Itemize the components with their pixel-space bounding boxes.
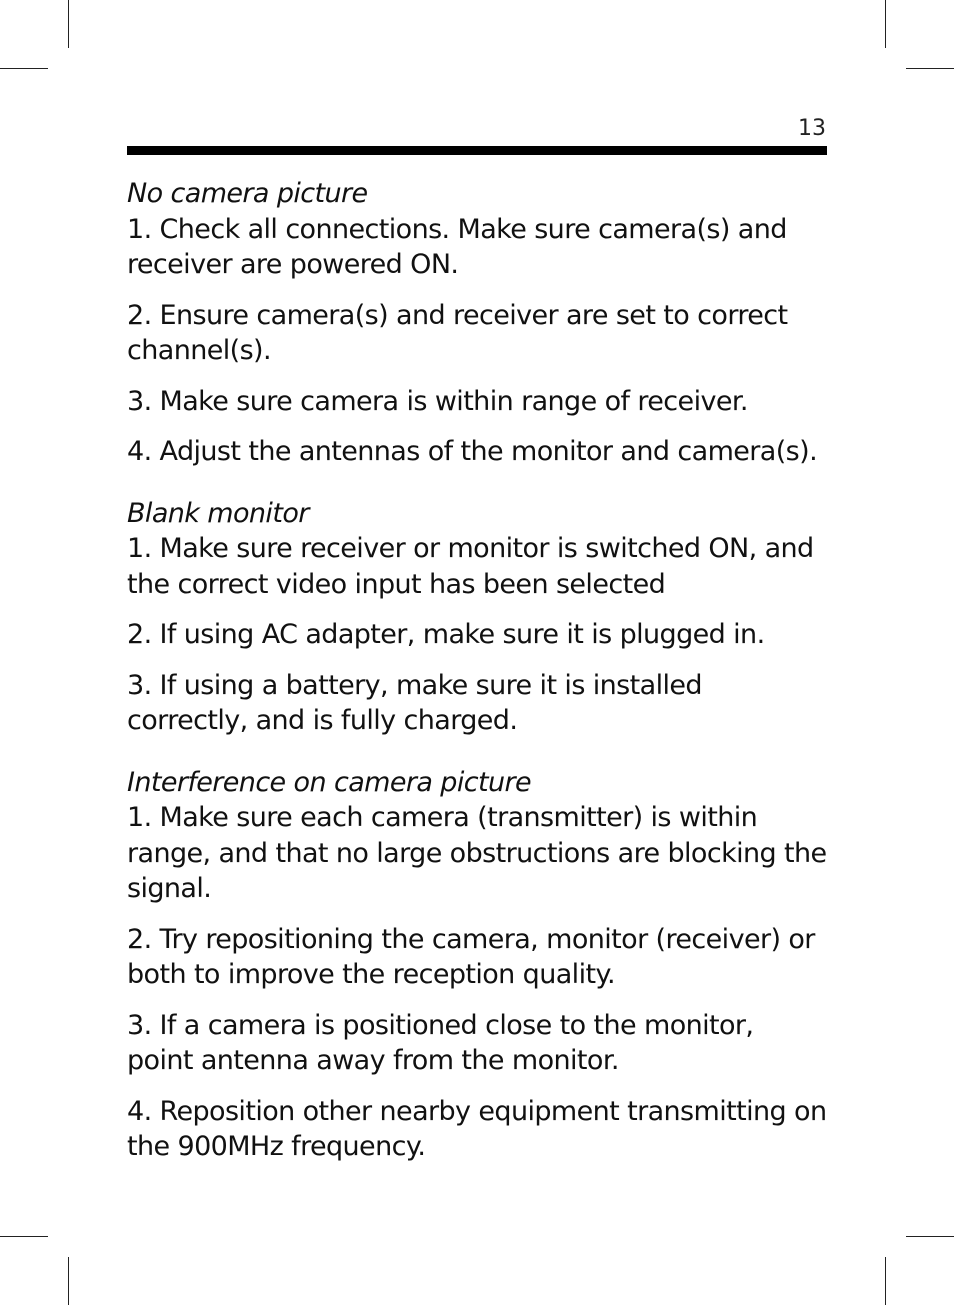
header-rule xyxy=(127,146,827,155)
list-item: 2. Try repositioning the camera, monitor (receiver) or both to improve the reception quality. xyxy=(127,923,815,990)
list-item: 1. Make sure each camera (transmitter) is within range, and that no large obstructions are blocking the signal. xyxy=(127,802,827,904)
crop-mark-top-left-horizontal xyxy=(0,68,48,69)
list-item: 2. Ensure camera(s) and receiver are set to correct channel(s). xyxy=(127,299,788,366)
list-item: 2. If using AC adapter, make sure it is plugged in. xyxy=(127,619,765,650)
crop-mark-top-right-vertical xyxy=(885,0,886,48)
section-heading: Blank monitor xyxy=(127,497,309,529)
list-item: 1. Make sure receiver or monitor is switched ON, and the correct video input has been selected xyxy=(127,533,814,600)
troubleshooting-content xyxy=(127,176,827,1191)
crop-mark-bottom-left-vertical xyxy=(68,1257,69,1305)
page-number: 13 xyxy=(798,116,826,141)
crop-mark-bottom-left-horizontal xyxy=(0,1236,48,1237)
section-no-camera-picture xyxy=(127,176,827,470)
list-item: 4. Adjust the antennas of the monitor and camera(s). xyxy=(127,436,818,467)
crop-mark-bottom-right-vertical xyxy=(885,1257,886,1305)
list-item: 3. If using a battery, make sure it is installed correctly, and is fully charged. xyxy=(127,669,702,736)
list-item: 3. Make sure camera is within range of receiver. xyxy=(127,385,748,417)
list-item: 3. If a camera is positioned close to the monitor, point antenna away from the monitor. xyxy=(127,1009,754,1076)
crop-mark-top-left-vertical xyxy=(68,0,69,48)
section-heading: Interference on camera picture xyxy=(127,766,531,798)
section-blank-monitor xyxy=(127,496,827,739)
crop-mark-bottom-right-horizontal xyxy=(906,1236,954,1237)
section-heading: No camera picture xyxy=(127,178,368,209)
list-item: 1. Check all connections. Make sure camera(s) and receiver are powered ON. xyxy=(127,213,787,280)
crop-mark-top-right-horizontal xyxy=(906,68,954,69)
section-interference xyxy=(127,765,827,1165)
list-item: 4. Reposition other nearby equipment transmitting on the 900MHz frequency. xyxy=(127,1095,827,1162)
